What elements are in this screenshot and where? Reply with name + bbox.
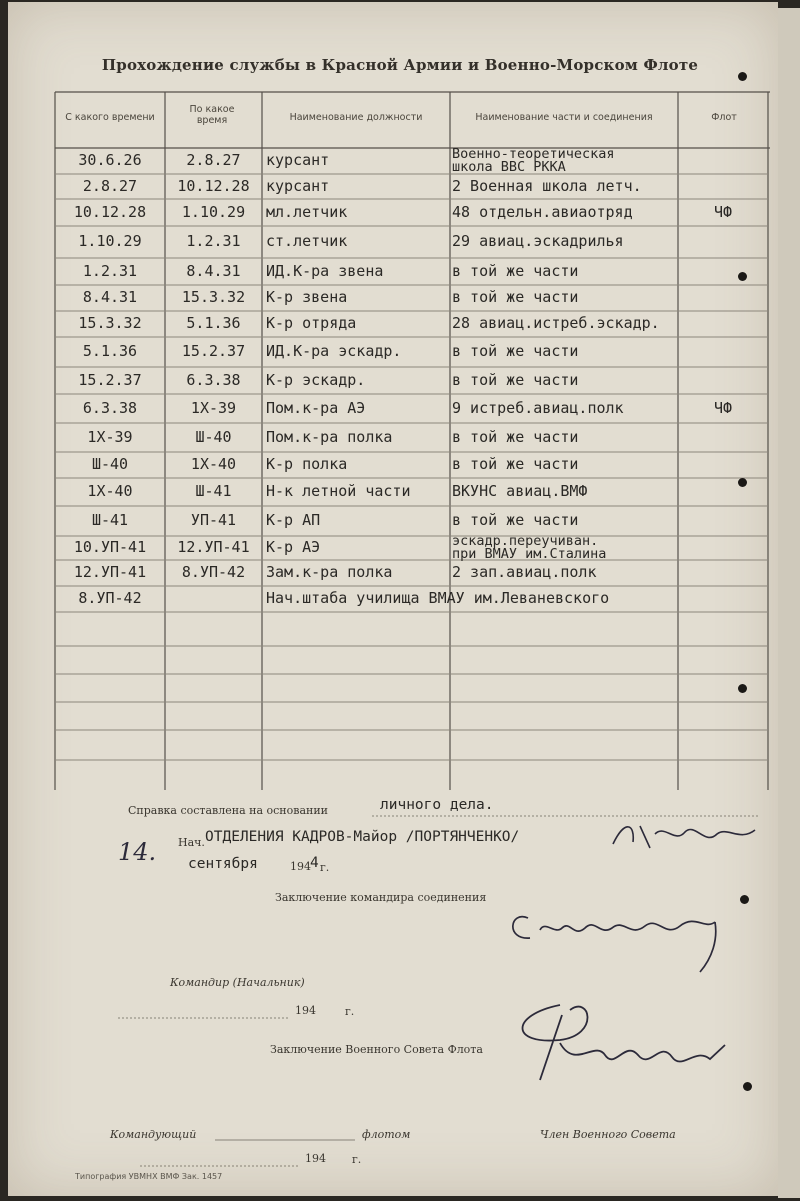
cell-fleet: ЧФ (713, 398, 733, 417)
commander-year-suffix: г. (345, 1005, 355, 1018)
binder-hole (743, 1082, 752, 1091)
cell-to: 6.3.38 (186, 370, 241, 389)
bottom-year: 194 (305, 1152, 326, 1165)
cell-from: 12.УП-41 (73, 563, 147, 581)
cell-position: ИД.К-ра звена (266, 261, 384, 280)
cell-position: Пом.к-ра полка (266, 427, 393, 446)
binder-hole (738, 684, 747, 693)
cell-position: К-р АЭ (266, 538, 321, 556)
cell-position: ИД.К-ра эскадр. (266, 342, 402, 360)
cell-unit: в той же части (452, 288, 579, 306)
col-header-from: С какого времени (65, 112, 155, 123)
binder-hole (738, 72, 747, 81)
reference-value: личного дела. (380, 797, 494, 813)
binder-hole (738, 478, 747, 487)
binder-hole (740, 895, 749, 904)
cell-from: 1Х-40 (87, 482, 133, 500)
cell-fleet: ЧФ (713, 202, 733, 221)
council-conclusion-label: Заключение Военного Совета Флота (270, 1043, 483, 1056)
cell-to: 2.8.27 (186, 151, 241, 169)
cell-unit: в той же части (452, 455, 579, 473)
cell-position: К-р полка (266, 455, 348, 473)
commander-signature (500, 900, 740, 980)
cell-to: Ш-40 (195, 427, 232, 446)
cell-to: УП-41 (190, 511, 237, 529)
cell-position: Н-к летной части (266, 482, 411, 500)
cell-from: 15.3.32 (78, 314, 142, 332)
cell-from: 2.8.27 (82, 176, 138, 195)
cell-unit: в той же части (452, 511, 579, 529)
cell-position: К-р АП (266, 511, 321, 529)
cell-from: 1Х-39 (87, 427, 133, 446)
council-signature (500, 985, 740, 1095)
cell-from: 1.10.29 (78, 232, 142, 250)
col-header-unit: Наименование части и соединения (475, 112, 653, 123)
printer-line: Типография УВМНХ ВМФ Зак. 1457 (75, 1172, 223, 1181)
cell-unit-line2: школа ВВС РККА (452, 159, 566, 175)
cell-to: 1.2.31 (186, 232, 241, 250)
cell-to: 8.4.31 (186, 261, 241, 280)
chief-typed: ОТДЕЛЕНИЯ КАДРОВ-Майор /ПОРТЯНЧЕНКО/ (205, 829, 520, 845)
cell-unit: Военно-теоретическая (452, 146, 615, 162)
col-header-position: Наименование должности (289, 112, 423, 123)
cell-unit: эскадр.переучиван. (452, 533, 599, 549)
cell-to: 12.УП-41 (177, 538, 250, 556)
bottom-year-suffix: г. (352, 1153, 362, 1166)
document-title: Прохождение службы в Красной Армии и Военно-Морском Флоте (101, 56, 699, 74)
cell-position: ст.летчик (266, 232, 348, 250)
cell-from: 8.УП-42 (78, 589, 142, 607)
cell-unit: 29 авиац.эскадрилья (452, 232, 624, 250)
cell-from: Ш-40 (91, 455, 129, 473)
fleet-commander-label: Командующий (110, 1128, 197, 1141)
cell-to: 15.3.32 (181, 288, 246, 306)
chief-label: Нач. (178, 836, 205, 849)
cell-to: 1Х-39 (190, 398, 237, 417)
cell-unit: ВКУНС авиац.ВМФ (452, 482, 588, 500)
cell-unit: 2 Военная школа летч. (452, 176, 642, 195)
cell-unit-line2: при ВМАУ им.Сталина (452, 546, 607, 562)
col-header-to: По какое время (189, 104, 235, 126)
cell-from: 5.1.36 (82, 342, 138, 360)
date-year-prefix: 194 (290, 860, 311, 873)
cell-from: 10.УП-41 (73, 538, 147, 556)
cell-position: К-р отряда (266, 314, 357, 332)
cell-unit: 48 отдельн.авиаотряд (452, 202, 633, 221)
cell-from: 1.2.31 (82, 261, 138, 280)
cell-position: курсант (266, 151, 330, 169)
cell-to: 10.12.28 (177, 176, 250, 195)
col-header-fleet: Флот (711, 112, 737, 123)
cell-from: Ш-41 (91, 511, 129, 529)
cell-from: 6.3.38 (82, 398, 138, 417)
cell-from: 15.2.37 (78, 370, 142, 389)
cell-from: 10.12.28 (73, 202, 147, 221)
council-member-label: Член Военного Совета (540, 1128, 676, 1141)
cell-unit: в той же части (452, 427, 579, 446)
commander-conclusion-label: Заключение командира соединения (275, 891, 487, 904)
commander-label: Командир (Начальник) (170, 976, 305, 989)
cell-unit: 28 авиац.истреб.эскадр. (452, 314, 660, 332)
binder-hole (738, 272, 747, 281)
cell-position: Пом.к-ра АЭ (266, 398, 366, 417)
cell-to: 1.10.29 (181, 202, 246, 221)
reference-label: Справка составлена на основании (128, 804, 329, 817)
chief-signature (605, 814, 765, 859)
cell-position: мл.летчик (266, 202, 348, 221)
cell-position: курсант (266, 176, 330, 195)
commander-year: 194 (295, 1004, 316, 1017)
page-edge (778, 8, 800, 1198)
cell-position: Нач.штаба училища ВМАУ им.Леваневского (266, 589, 610, 607)
cell-unit: 2 зап.авиац.полк (452, 563, 597, 581)
cell-to: 15.2.37 (181, 342, 246, 360)
cell-to: 1Х-40 (190, 455, 237, 473)
cell-from: 8.4.31 (82, 288, 138, 306)
date-month: сентября (188, 856, 258, 872)
fleet-word: флотом (362, 1128, 411, 1141)
cell-unit: в той же части (452, 342, 579, 360)
date-day: 14. (118, 838, 157, 866)
cell-from: 30.6.26 (78, 151, 142, 169)
cell-unit: в той же части (452, 261, 579, 280)
date-year-suffix: г. (320, 861, 330, 874)
cell-position: К-р эскадр. (266, 370, 366, 389)
cell-unit: 9 истреб.авиац.полк (452, 398, 624, 417)
cell-position: К-р звена (266, 288, 348, 306)
cell-to: Ш-41 (195, 482, 232, 500)
cell-to: 5.1.36 (186, 314, 241, 332)
cell-position: Зам.к-ра полка (266, 563, 393, 581)
date-year-digit: 4 (310, 855, 319, 871)
cell-to: 8.УП-42 (181, 563, 246, 581)
cell-unit: в той же части (452, 370, 579, 389)
